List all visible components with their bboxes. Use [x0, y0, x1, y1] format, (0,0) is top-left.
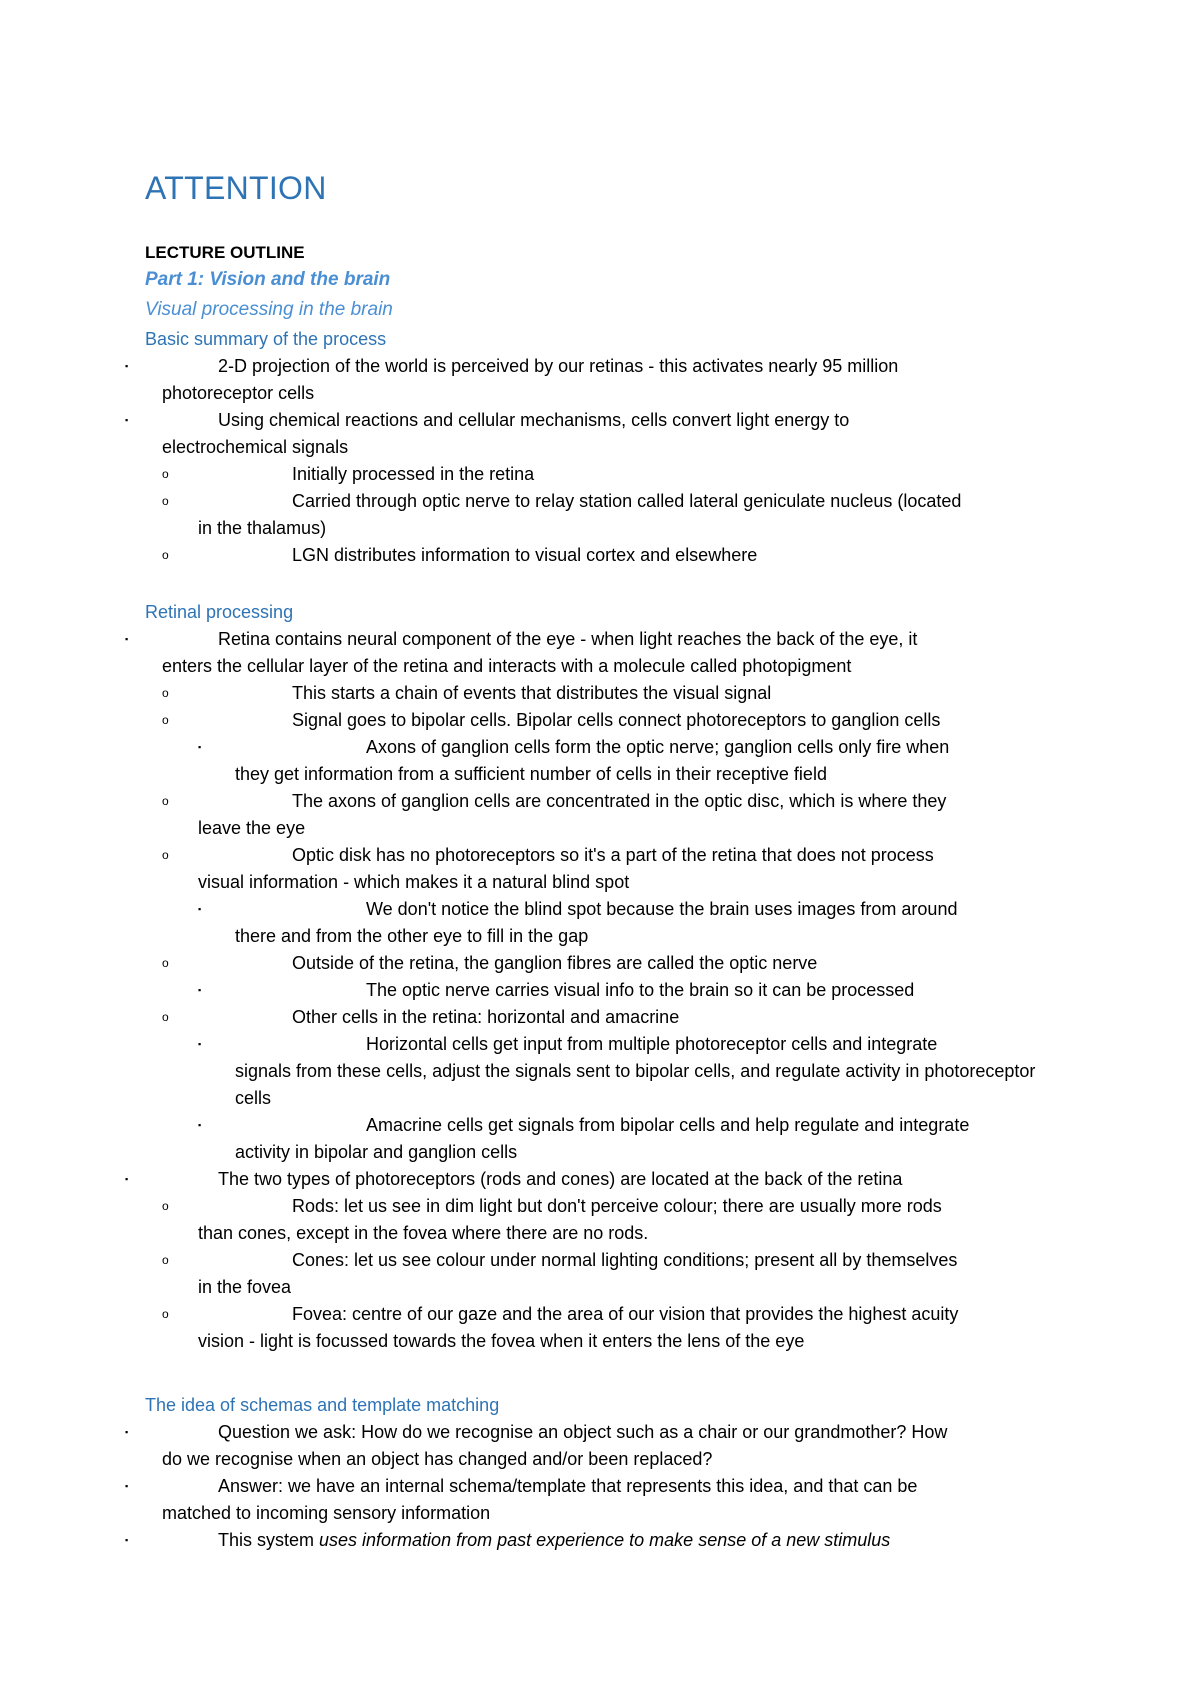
- list-item: [0, 1527, 1200, 1554]
- square-bullet-icon: ▪: [198, 1120, 202, 1130]
- square-bullet-icon: ▪: [198, 904, 202, 914]
- section-heading-basic-summary: Basic summary of the process: [145, 329, 387, 349]
- circle-bullet-icon: o: [162, 848, 169, 862]
- list-item: o Optic disk has no photoreceptors so it's a part of the retina that does not process visual information - which makes it a natural blind spot: [0, 842, 1200, 896]
- circle-bullet-icon: o: [162, 1253, 169, 1267]
- circle-bullet-icon: o: [162, 1010, 169, 1024]
- circle-bullet-icon: o: [162, 794, 169, 808]
- list-item: o The axons of ganglion cells are concentrated in the optic disc, which is where they leave the eye: [0, 788, 1200, 842]
- circle-bullet-icon: o: [162, 956, 169, 970]
- square-bullet-icon: ▪: [125, 415, 129, 425]
- list-item: ▪ Using chemical reactions and cellular mechanisms, cells convert light energy to electrochemical signals: [0, 407, 1200, 461]
- circle-bullet-icon: o: [162, 686, 169, 700]
- list-item: ▪ The optic nerve carries visual info to the brain so it can be processed: [0, 977, 1200, 1004]
- italic-text: uses information from past experience to make sense of a new stimulus: [319, 1530, 891, 1550]
- document-title: ATTENTION: [145, 170, 327, 206]
- square-bullet-icon: ▪: [125, 1481, 129, 1491]
- plain-text: This system: [218, 1530, 320, 1550]
- square-bullet-icon: ▪: [125, 361, 129, 371]
- list-item: ▪ Horizontal cells get input from multiple photoreceptor cells and integrate signals from these cells, adjust the signals sent to bipolar cells, and regulate activity in photoreceptor cells: [0, 1031, 1200, 1112]
- square-bullet-icon: ▪: [125, 1174, 129, 1184]
- circle-bullet-icon: o: [162, 494, 169, 508]
- list-item: o Initially processed in the retina: [0, 461, 1200, 488]
- basic-summary-list: [0, 353, 1200, 569]
- list-item: o Other cells in the retina: horizontal and amacrine: [0, 1004, 1200, 1031]
- list-item: ▪ Question we ask: How do we recognise an object such as a chair or our grandmother? How do we recognise when an object has changed and/or been replaced?: [0, 1419, 1200, 1473]
- circle-bullet-icon: o: [162, 548, 169, 562]
- circle-bullet-icon: o: [162, 713, 169, 727]
- list-item: ▪ Amacrine cells get signals from bipolar cells and help regulate and integrate activity in bipolar and ganglion cells: [0, 1112, 1200, 1166]
- square-bullet-icon: ▪: [125, 1427, 129, 1437]
- list-item: o Cones: let us see colour under normal lighting conditions; present all by themselves in the fovea: [0, 1247, 1200, 1301]
- list-item: ▪ 2-D projection of the world is perceived by our retinas - this activates nearly 95 million photoreceptor cells: [0, 353, 1200, 407]
- part-heading: Part 1: Vision and the brain: [145, 269, 391, 290]
- square-bullet-icon: ▪: [198, 742, 202, 752]
- schemas-list: [0, 1419, 1200, 1554]
- list-item: ▪ Retina contains neural component of the eye - when light reaches the back of the eye, it enters the cellular layer of the retina and interacts with a molecule called photopigment: [0, 626, 1200, 680]
- square-bullet-icon: ▪: [198, 1039, 202, 1049]
- sub-heading: Visual processing in the brain: [145, 299, 393, 320]
- list-item: ▪ Axons of ganglion cells form the optic nerve; ganglion cells only fire when they get information from a sufficient number of cells in their receptive field: [0, 734, 1200, 788]
- list-item: o Carried through optic nerve to relay station called lateral geniculate nucleus (located in the thalamus): [0, 488, 1200, 542]
- list-item: ▪ Answer: we have an internal schema/template that represents this idea, and that can be matched to incoming sensory information: [0, 1473, 1200, 1527]
- circle-bullet-icon: o: [162, 1307, 169, 1321]
- list-item: o Rods: let us see in dim light but don't perceive colour; there are usually more rods than cones, except in the fovea where there are no rods.: [0, 1193, 1200, 1247]
- circle-bullet-icon: o: [162, 467, 169, 481]
- square-bullet-icon: ▪: [198, 985, 202, 995]
- section-heading-schemas: The idea of schemas and template matching: [145, 1395, 500, 1415]
- square-bullet-icon: ▪: [125, 1535, 129, 1545]
- list-item: o Signal goes to bipolar cells. Bipolar cells connect photoreceptors to ganglion cells: [0, 707, 1200, 734]
- lecture-outline-label: LECTURE OUTLINE: [145, 243, 305, 262]
- list-item: ▪ We don't notice the blind spot because the brain uses images from around there and from the other eye to fill in the gap: [0, 896, 1200, 950]
- list-item: o LGN distributes information to visual cortex and elsewhere: [0, 542, 1200, 569]
- list-item: ▪ The two types of photoreceptors (rods and cones) are located at the back of the retina: [0, 1166, 1200, 1193]
- list-item: o Outside of the retina, the ganglion fibres are called the optic nerve: [0, 950, 1200, 977]
- section-heading-retinal-processing: Retinal processing: [145, 602, 294, 622]
- square-bullet-icon: ▪: [125, 634, 129, 644]
- list-item: o Fovea: centre of our gaze and the area of our vision that provides the highest acuity vision - light is focussed towards the fovea when it enters the lens of the eye: [0, 1301, 1200, 1355]
- circle-bullet-icon: o: [162, 1199, 169, 1213]
- retinal-processing-list: [0, 626, 1200, 1355]
- list-item: o This starts a chain of events that distributes the visual signal: [0, 680, 1200, 707]
